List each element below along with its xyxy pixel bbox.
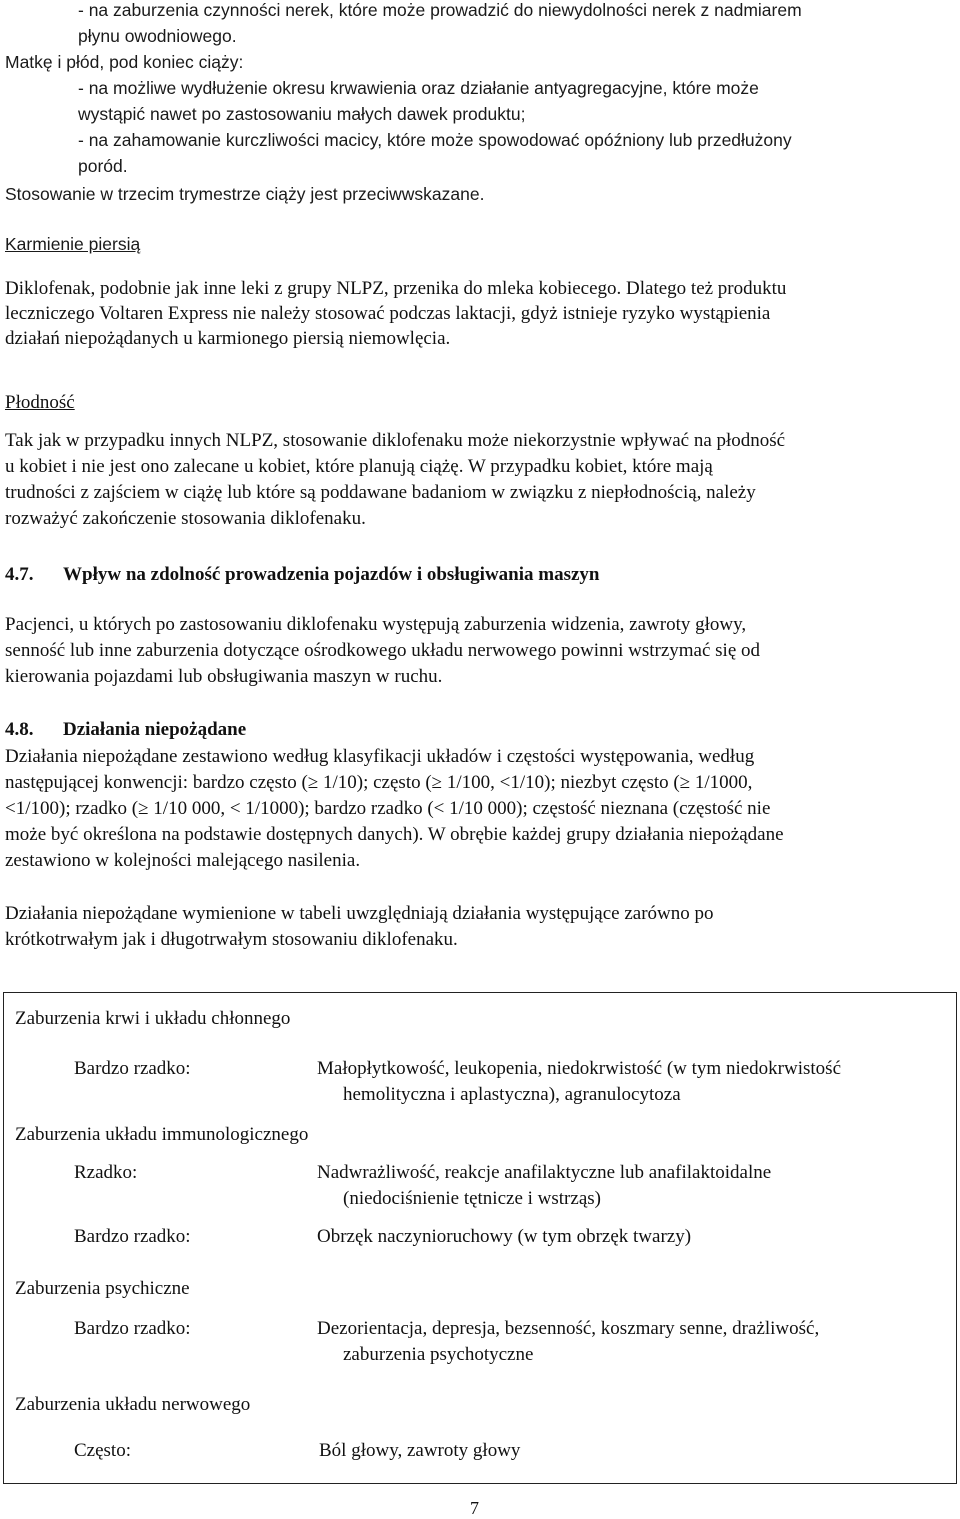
paragraph-line: krótkotrwałym jak i długotrwałym stosowaniu diklofenaku. <box>5 929 458 950</box>
group-title: Zaburzenia krwi i układu chłonnego <box>15 1008 291 1029</box>
text-line: poród. <box>78 156 128 176</box>
text-line: - na zaburzenia czynności nerek, które może prowadzić do niewydolności nerek z nadmiarem <box>78 0 802 20</box>
effects-text: Dezorientacja, depresja, bezsenność, koszmary senne, drażliwość, <box>317 1318 820 1339</box>
frequency-label: Bardzo rzadko: <box>74 1058 191 1079</box>
paragraph-line: trudności z zajściem w ciążę lub które są poddawane badaniom w związku z niepłodnością, należy <box>5 482 756 503</box>
section-number: 4.8. <box>5 719 34 740</box>
paragraph-line: następującej konwencji: bardzo często (≥ 1/10); często (≥ 1/100, <1/10); niezbyt często (≥ 1/1000, <box>5 772 753 793</box>
effects-text: Nadwrażliwość, reakcje anafilaktyczne lub anafilaktoidalne <box>317 1162 772 1183</box>
paragraph-line: <1/100); rzadko (≥ 1/10 000, < 1/1000); bardzo rzadko (< 1/10 000); częstość nieznana (częstość nie <box>5 798 771 819</box>
paragraph-line: Działania niepożądane wymienione w tabeli uwzględniają działania występujące zarówno po <box>5 903 714 924</box>
text-line: - na zahamowanie kurczliwości macicy, które może spowodować opóźniony lub przedłużony <box>78 130 792 150</box>
paragraph-line: Działania niepożądane zestawiono według klasyfikacji układów i częstości występowania, według <box>5 746 755 767</box>
effects-text: Małopłytkowość, leukopenia, niedokrwistość (w tym niedokrwistość <box>317 1058 842 1079</box>
group-title: Zaburzenia układu nerwowego <box>15 1394 251 1415</box>
paragraph-line: senność lub inne zaburzenia dotyczące ośrodkowego układu nerwowego powinni wstrzymać się od <box>5 640 761 661</box>
fertility-heading: Płodność <box>5 392 75 413</box>
paragraph-line: Tak jak w przypadku innych NLPZ, stosowanie diklofenaku może niekorzystnie wpływać na płodność <box>5 430 786 451</box>
group-title: Zaburzenia psychiczne <box>15 1278 190 1299</box>
effects-text: zaburzenia psychotyczne <box>343 1344 534 1365</box>
effects-text: Ból głowy, zawroty głowy <box>319 1440 521 1461</box>
effects-text: hemolityczna i aplastyczna), agranulocytoza <box>343 1084 681 1105</box>
paragraph-line: leczniczego Voltaren Express nie należy stosować podczas laktacji, gdyż istnieje ryzyko wystąpienia <box>5 303 771 324</box>
text-line: Matkę i płód, pod koniec ciąży: <box>5 52 244 72</box>
paragraph-line: kierowania pojazdami lub obsługiwania maszyn w ruchu. <box>5 666 443 687</box>
frequency-label: Rzadko: <box>74 1162 138 1183</box>
effects-text: Obrzęk naczynioruchowy (w tym obrzęk twarzy) <box>317 1226 692 1247</box>
paragraph-line: rozważyć zakończenie stosowania diklofenaku. <box>5 508 366 529</box>
section-number: 4.7. <box>5 564 34 585</box>
section-title: Wpływ na zdolność prowadzenia pojazdów i obsługiwania maszyn <box>63 564 600 585</box>
section-title: Działania niepożądane <box>63 719 247 740</box>
effects-text: (niedociśnienie tętnicze i wstrząs) <box>343 1188 601 1209</box>
frequency-label: Bardzo rzadko: <box>74 1226 191 1247</box>
frequency-label: Często: <box>74 1440 131 1461</box>
paragraph-line: zestawiono w kolejności malejącego nasilenia. <box>5 850 361 871</box>
paragraph-line: Diklofenak, podobnie jak inne leki z grupy NLPZ, przenika do mleka kobiecego. Dlatego też produktu <box>5 278 787 299</box>
breastfeeding-heading: Karmienie piersią <box>5 234 141 254</box>
group-title: Zaburzenia układu immunologicznego <box>15 1124 309 1145</box>
text-line: płynu owodniowego. <box>78 26 237 46</box>
text-line: - na możliwe wydłużenie okresu krwawienia oraz działanie antyagregacyjne, które może <box>78 78 759 98</box>
text-line: wystąpić nawet po zastosowaniu małych dawek produktu; <box>78 104 526 124</box>
text-line: Stosowanie w trzecim trymestrze ciąży jest przeciwwskazane. <box>5 184 485 204</box>
frequency-label: Bardzo rzadko: <box>74 1318 191 1339</box>
paragraph-line: Pacjenci, u których po zastosowaniu diklofenaku występują zaburzenia widzenia, zawroty głowy, <box>5 614 747 635</box>
paragraph-line: u kobiet i nie jest ono zalecane u kobiet, które planują ciążę. W przypadku kobiet, które mają <box>5 456 713 477</box>
paragraph-line: może być określona na podstawie dostępnych danych). W obrębie każdej grupy działania niepożądane <box>5 824 784 845</box>
page-number: 7 <box>470 1498 479 1518</box>
paragraph-line: działań niepożądanych u karmionego piersią niemowlęcia. <box>5 328 451 349</box>
